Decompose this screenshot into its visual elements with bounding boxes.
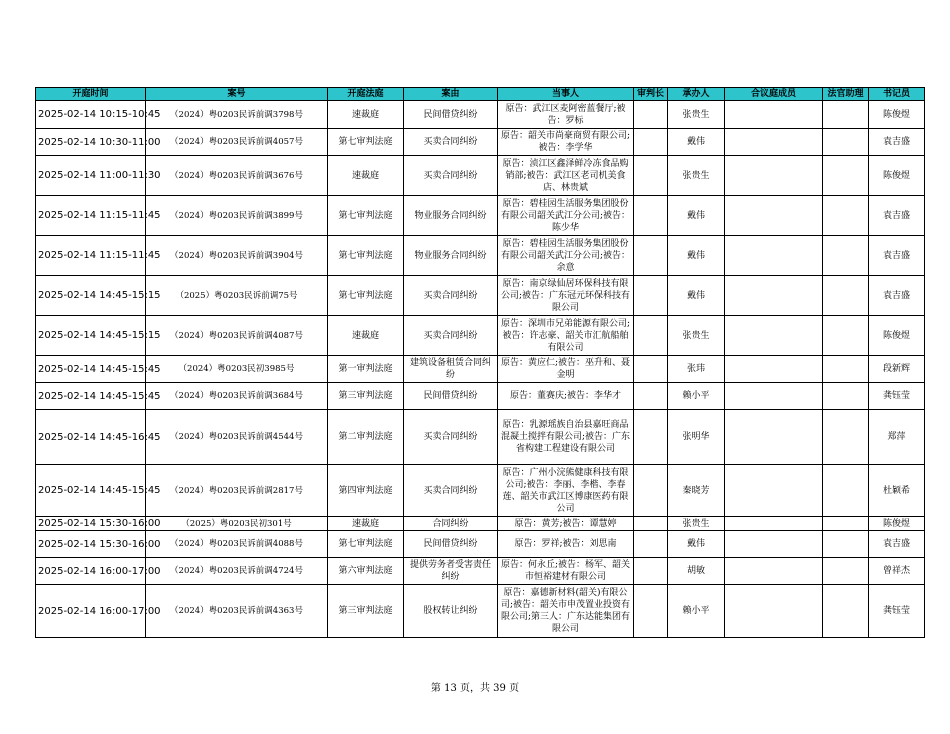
case-number-cell: （2024）粤0203民诉前调4544号 bbox=[146, 410, 328, 465]
panel-members-cell bbox=[725, 465, 823, 517]
panel-members-cell bbox=[725, 585, 823, 638]
clerk-cell: 陈俊煜 bbox=[869, 101, 925, 129]
courtroom-cell: 速裁庭 bbox=[328, 101, 404, 129]
parties-cell: 原告：碧桂园生活服务集团股份有限公司韶关武江分公司;被告：陈少华 bbox=[498, 196, 634, 236]
panel-members-cell bbox=[725, 129, 823, 156]
header-assistant: 法官助理 bbox=[823, 88, 869, 101]
case-number-cell: （2024）粤0203民诉前调3798号 bbox=[146, 101, 328, 129]
hearing-time-cell: 2025-02-14 11:15-11:45 bbox=[36, 196, 146, 236]
courtroom-cell: 第七审判法庭 bbox=[328, 196, 404, 236]
judge-assistant-cell bbox=[823, 101, 869, 129]
courtroom-cell: 速裁庭 bbox=[328, 517, 404, 531]
case-number-cell: （2024）粤0203民诉前调3904号 bbox=[146, 236, 328, 276]
chief-judge-cell bbox=[634, 558, 668, 585]
case-cause-cell: 买卖合同纠纷 bbox=[404, 410, 498, 465]
table-row bbox=[36, 585, 925, 638]
case-handler-cell: 张贵生 bbox=[668, 316, 725, 356]
courtroom-cell: 第四审判法庭 bbox=[328, 465, 404, 517]
hearing-time-cell: 2025-02-14 14:45-15:15 bbox=[36, 316, 146, 356]
panel-members-cell bbox=[725, 410, 823, 465]
panel-members-cell bbox=[725, 517, 823, 531]
table-row bbox=[36, 558, 925, 585]
table-row bbox=[36, 465, 925, 517]
chief-judge-cell bbox=[634, 531, 668, 558]
clerk-cell: 龚钰莹 bbox=[869, 383, 925, 410]
panel-members-cell bbox=[725, 316, 823, 356]
judge-assistant-cell bbox=[823, 410, 869, 465]
table-row bbox=[36, 316, 925, 356]
chief-judge-cell bbox=[634, 156, 668, 196]
case-handler-cell: 张贵生 bbox=[668, 517, 725, 531]
page-footer: 第 13 页，共 39 页 bbox=[430, 683, 520, 694]
parties-cell: 原告：韶关市尚豪商贸有限公司;被告：李学华 bbox=[498, 129, 634, 156]
case-handler-cell: 戴伟 bbox=[668, 531, 725, 558]
judge-assistant-cell bbox=[823, 356, 869, 383]
hearing-time-cell: 2025-02-14 16:00-17:00 bbox=[36, 585, 146, 638]
case-cause-cell: 买卖合同纠纷 bbox=[404, 156, 498, 196]
hearing-time-cell: 2025-02-14 14:45-15:15 bbox=[36, 276, 146, 316]
case-number-cell: （2024）粤0203民诉前调4088号 bbox=[146, 531, 328, 558]
parties-cell: 原告：黄芳;被告：谭慧婷 bbox=[498, 517, 634, 531]
parties-cell: 原告：碧桂园生活服务集团股份有限公司韶关武江分公司;被告：余意 bbox=[498, 236, 634, 276]
case-number-cell: （2024）粤0203民诉前调4087号 bbox=[146, 316, 328, 356]
header-court: 开庭法庭 bbox=[328, 88, 404, 101]
case-cause-cell: 民间借贷纠纷 bbox=[404, 101, 498, 129]
table-row bbox=[36, 410, 925, 465]
table-row bbox=[36, 196, 925, 236]
table-row bbox=[36, 517, 925, 531]
chief-judge-cell bbox=[634, 316, 668, 356]
clerk-cell: 袁吉盛 bbox=[869, 196, 925, 236]
clerk-cell: 袁吉盛 bbox=[869, 276, 925, 316]
chief-judge-cell bbox=[634, 585, 668, 638]
hearing-time-cell: 2025-02-14 10:30-11:00 bbox=[36, 129, 146, 156]
case-handler-cell: 赖小平 bbox=[668, 585, 725, 638]
case-cause-cell: 物业服务合同纠纷 bbox=[404, 196, 498, 236]
panel-members-cell bbox=[725, 558, 823, 585]
hearing-schedule-table bbox=[35, 87, 925, 638]
panel-members-cell bbox=[725, 531, 823, 558]
chief-judge-cell bbox=[634, 383, 668, 410]
courtroom-cell: 第六审判法庭 bbox=[328, 558, 404, 585]
case-handler-cell: 秦晓芳 bbox=[668, 465, 725, 517]
header-cause: 案由 bbox=[404, 88, 498, 101]
judge-assistant-cell bbox=[823, 517, 869, 531]
hearing-time-cell: 2025-02-14 14:45-15:45 bbox=[36, 465, 146, 517]
parties-cell: 原告：黄应仁;被告：巫升和、聂金明 bbox=[498, 356, 634, 383]
parties-cell: 原告：何永丘;被告：杨军、韶关市恒裕建材有限公司 bbox=[498, 558, 634, 585]
hearing-time-cell: 2025-02-14 14:45-15:45 bbox=[36, 356, 146, 383]
table-row bbox=[36, 236, 925, 276]
case-cause-cell: 提供劳务者受害责任纠纷 bbox=[404, 558, 498, 585]
panel-members-cell bbox=[725, 276, 823, 316]
case-number-cell: （2024）粤0203民诉前调4363号 bbox=[146, 585, 328, 638]
courtroom-cell: 第七审判法庭 bbox=[328, 236, 404, 276]
case-number-cell: （2025）粤0203民诉前调75号 bbox=[146, 276, 328, 316]
case-number-cell: （2024）粤0203民诉前调3684号 bbox=[146, 383, 328, 410]
clerk-cell: 陈俊煜 bbox=[869, 156, 925, 196]
hearing-time-cell: 2025-02-14 10:15-10:45 bbox=[36, 101, 146, 129]
clerk-cell: 陈俊煜 bbox=[869, 316, 925, 356]
case-cause-cell: 买卖合同纠纷 bbox=[404, 465, 498, 517]
clerk-cell: 袁吉盛 bbox=[869, 236, 925, 276]
courtroom-cell: 第三审判法庭 bbox=[328, 383, 404, 410]
panel-members-cell bbox=[725, 236, 823, 276]
panel-members-cell bbox=[725, 101, 823, 129]
chief-judge-cell bbox=[634, 356, 668, 383]
chief-judge-cell bbox=[634, 101, 668, 129]
case-handler-cell: 张明华 bbox=[668, 410, 725, 465]
header-case-no: 案号 bbox=[146, 88, 328, 101]
clerk-cell: 陈俊煜 bbox=[869, 517, 925, 531]
clerk-cell: 段新辉 bbox=[869, 356, 925, 383]
hearing-time-cell: 2025-02-14 15:30-16:00 bbox=[36, 517, 146, 531]
table-row bbox=[36, 276, 925, 316]
table-row bbox=[36, 129, 925, 156]
case-handler-cell: 赖小平 bbox=[668, 383, 725, 410]
header-panel: 合议庭成员 bbox=[725, 88, 823, 101]
hearing-time-cell: 2025-02-14 11:15-11:45 bbox=[36, 236, 146, 276]
table-row bbox=[36, 531, 925, 558]
judge-assistant-cell bbox=[823, 156, 869, 196]
case-number-cell: （2024）粤0203民诉前调4057号 bbox=[146, 129, 328, 156]
header-handler: 承办人 bbox=[668, 88, 725, 101]
chief-judge-cell bbox=[634, 236, 668, 276]
case-handler-cell: 戴伟 bbox=[668, 236, 725, 276]
case-cause-cell: 买卖合同纠纷 bbox=[404, 316, 498, 356]
parties-cell: 原告：嘉德新材料(韶关)有限公司;被告：韶关市申茂置业投资有限公司;第三人：广东达能集团有限公司 bbox=[498, 585, 634, 638]
courtroom-cell: 速裁庭 bbox=[328, 156, 404, 196]
case-handler-cell: 张贵生 bbox=[668, 101, 725, 129]
judge-assistant-cell bbox=[823, 196, 869, 236]
header-time: 开庭时间 bbox=[36, 88, 146, 101]
case-cause-cell: 买卖合同纠纷 bbox=[404, 276, 498, 316]
case-number-cell: （2024）粤0203民诉前调4724号 bbox=[146, 558, 328, 585]
panel-members-cell bbox=[725, 156, 823, 196]
clerk-cell: 龚钰莹 bbox=[869, 585, 925, 638]
clerk-cell: 袁吉盛 bbox=[869, 129, 925, 156]
judge-assistant-cell bbox=[823, 531, 869, 558]
panel-members-cell bbox=[725, 196, 823, 236]
case-number-cell: （2024）粤0203民诉前调2817号 bbox=[146, 465, 328, 517]
courtroom-cell: 第七审判法庭 bbox=[328, 129, 404, 156]
chief-judge-cell bbox=[634, 196, 668, 236]
hearing-time-cell: 2025-02-14 15:30-16:00 bbox=[36, 531, 146, 558]
case-handler-cell: 张玮 bbox=[668, 356, 725, 383]
judge-assistant-cell bbox=[823, 316, 869, 356]
chief-judge-cell bbox=[634, 276, 668, 316]
chief-judge-cell bbox=[634, 517, 668, 531]
case-cause-cell: 股权转让纠纷 bbox=[404, 585, 498, 638]
case-handler-cell: 戴伟 bbox=[668, 129, 725, 156]
table-row bbox=[36, 156, 925, 196]
parties-cell: 原告：广州小浣熊健康科技有限公司;被告：李丽、李楷、李春莲、韶关市武江区博康医药有限公司 bbox=[498, 465, 634, 517]
judge-assistant-cell bbox=[823, 129, 869, 156]
judge-assistant-cell bbox=[823, 558, 869, 585]
judge-assistant-cell bbox=[823, 276, 869, 316]
case-number-cell: （2024）粤0203民初3985号 bbox=[146, 356, 328, 383]
courtroom-cell: 第二审判法庭 bbox=[328, 410, 404, 465]
hearing-time-cell: 2025-02-14 11:00-11:30 bbox=[36, 156, 146, 196]
header-parties: 当事人 bbox=[498, 88, 634, 101]
table-row bbox=[36, 101, 925, 129]
case-number-cell: （2025）粤0203民初301号 bbox=[146, 517, 328, 531]
parties-cell: 原告：南京绿仙居环保科技有限公司;被告：广东冠元环保科技有限公司 bbox=[498, 276, 634, 316]
case-cause-cell: 物业服务合同纠纷 bbox=[404, 236, 498, 276]
chief-judge-cell bbox=[634, 129, 668, 156]
chief-judge-cell bbox=[634, 410, 668, 465]
courtroom-cell: 第一审判法庭 bbox=[328, 356, 404, 383]
clerk-cell: 郑萍 bbox=[869, 410, 925, 465]
judge-assistant-cell bbox=[823, 383, 869, 410]
courtroom-cell: 第七审判法庭 bbox=[328, 531, 404, 558]
clerk-cell: 袁吉盛 bbox=[869, 531, 925, 558]
header-chief-judge: 审判长 bbox=[634, 88, 668, 101]
parties-cell: 原告：董赛庆;被告：李华才 bbox=[498, 383, 634, 410]
case-cause-cell: 民间借贷纠纷 bbox=[404, 531, 498, 558]
parties-cell: 原告：乳源瑶族自治县嘉旺商品混凝土搅拌有限公司;被告：广东省构建工程建设有限公司 bbox=[498, 410, 634, 465]
case-number-cell: （2024）粤0203民诉前调3899号 bbox=[146, 196, 328, 236]
table-row bbox=[36, 356, 925, 383]
courtroom-cell: 第七审判法庭 bbox=[328, 276, 404, 316]
chief-judge-cell bbox=[634, 465, 668, 517]
panel-members-cell bbox=[725, 383, 823, 410]
courtroom-cell: 速裁庭 bbox=[328, 316, 404, 356]
parties-cell: 原告：罗祥;被告：刘思南 bbox=[498, 531, 634, 558]
case-handler-cell: 戴伟 bbox=[668, 276, 725, 316]
parties-cell: 原告：深圳市兄弟能源有限公司;被告：许志豪、韶关市汇航船舶有限公司 bbox=[498, 316, 634, 356]
case-cause-cell: 合同纠纷 bbox=[404, 517, 498, 531]
case-cause-cell: 民间借贷纠纷 bbox=[404, 383, 498, 410]
courtroom-cell: 第三审判法庭 bbox=[328, 585, 404, 638]
case-cause-cell: 建筑设备租赁合同纠纷 bbox=[404, 356, 498, 383]
parties-cell: 原告：武江区麦阿密蓝餐厅;被告：罗标 bbox=[498, 101, 634, 129]
parties-cell: 原告：浈江区鑫泽鲜冷冻食品购销部;被告：武江区老司机美食店、林贵斌 bbox=[498, 156, 634, 196]
header-clerk: 书记员 bbox=[869, 88, 925, 101]
clerk-cell: 杜颖希 bbox=[869, 465, 925, 517]
judge-assistant-cell bbox=[823, 585, 869, 638]
header-row bbox=[36, 88, 925, 101]
clerk-cell: 曾祥杰 bbox=[869, 558, 925, 585]
hearing-time-cell: 2025-02-14 14:45-16:45 bbox=[36, 410, 146, 465]
case-number-cell: （2024）粤0203民诉前调3676号 bbox=[146, 156, 328, 196]
case-cause-cell: 买卖合同纠纷 bbox=[404, 129, 498, 156]
case-handler-cell: 胡敏 bbox=[668, 558, 725, 585]
hearing-time-cell: 2025-02-14 16:00-17:00 bbox=[36, 558, 146, 585]
case-handler-cell: 张贵生 bbox=[668, 156, 725, 196]
judge-assistant-cell bbox=[823, 465, 869, 517]
case-handler-cell: 戴伟 bbox=[668, 196, 725, 236]
hearing-time-cell: 2025-02-14 14:45-15:45 bbox=[36, 383, 146, 410]
panel-members-cell bbox=[725, 356, 823, 383]
judge-assistant-cell bbox=[823, 236, 869, 276]
table-row bbox=[36, 383, 925, 410]
